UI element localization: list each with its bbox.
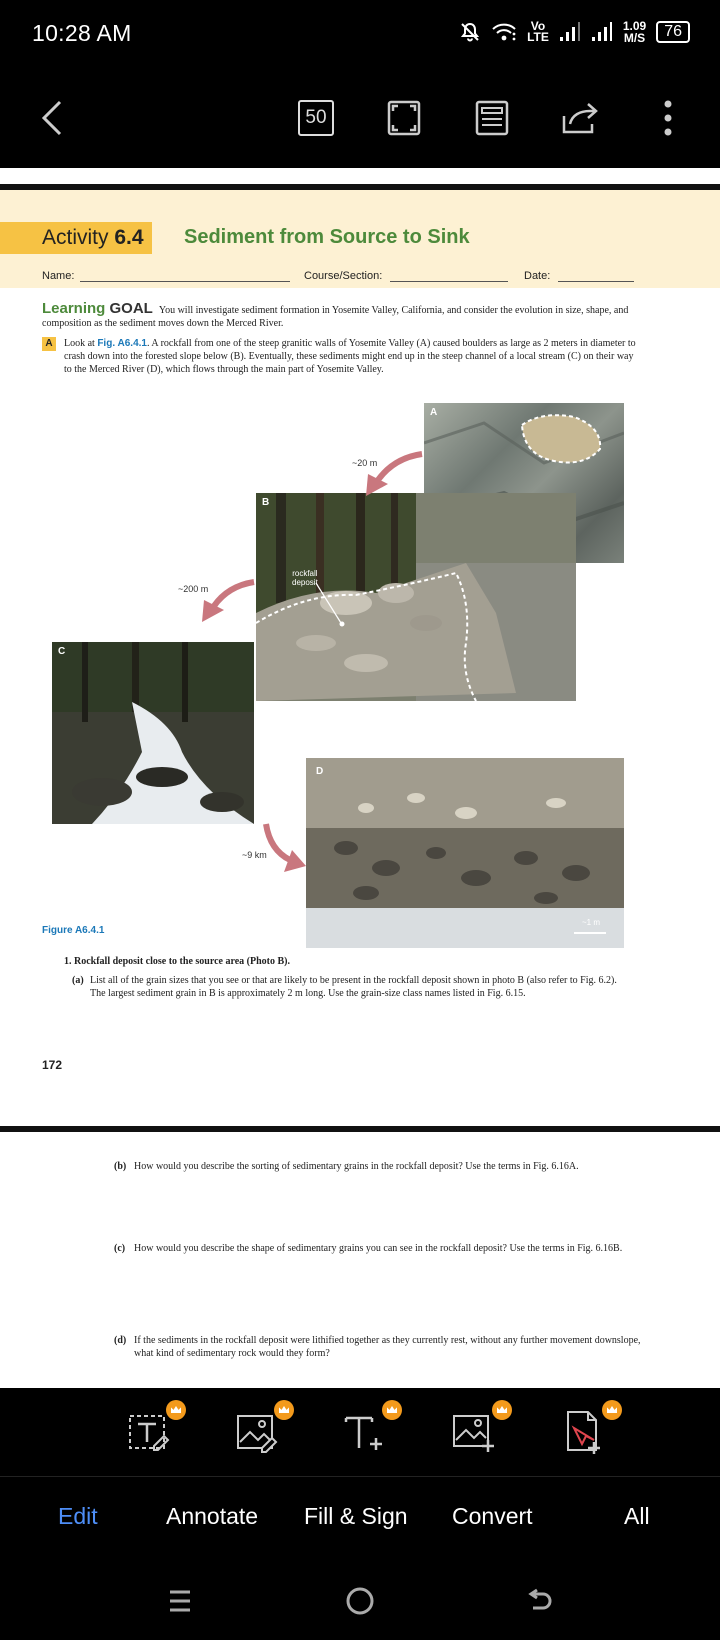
home-button[interactable]: [340, 1581, 380, 1621]
arrow-c-to-d: [262, 820, 308, 876]
question-1c: [114, 1242, 644, 1255]
rockfall-label-1: rockfall: [292, 569, 318, 578]
reading-mode-icon: [475, 100, 509, 136]
wifi-icon: [491, 21, 517, 43]
tab-edit[interactable]: Edit: [58, 1503, 98, 1529]
edit-text-icon: [124, 1408, 172, 1456]
step-a-badge: A: [42, 337, 56, 351]
photo-d-scene: [306, 758, 624, 948]
step-a: [42, 337, 642, 376]
volte-indicator: [527, 21, 549, 43]
step-a-lead: Look at: [64, 338, 95, 349]
question-1b-label: (b): [114, 1161, 127, 1172]
signal-icon: [559, 22, 581, 42]
photo-d-river-deposit: [306, 758, 624, 948]
photo-b-scene: [256, 493, 576, 701]
system-nav-bar: [0, 1561, 720, 1640]
distance-9km: ~9 km: [242, 850, 267, 860]
page-counter: 50: [298, 100, 334, 136]
goal-head-learning: Learning: [42, 300, 106, 317]
question-1b: [114, 1160, 644, 1173]
fullscreen-button[interactable]: [380, 94, 428, 142]
pdf-sign-icon: [560, 1408, 608, 1456]
question-1a-label: (a): [72, 975, 84, 986]
more-icon: [663, 98, 673, 138]
recents-icon: [166, 1586, 194, 1616]
premium-crown-icon: [602, 1400, 622, 1420]
reading-mode-button[interactable]: [468, 94, 516, 142]
date-line[interactable]: [558, 281, 634, 282]
question-1d-label: (d): [114, 1335, 127, 1346]
add-text-icon: [340, 1408, 388, 1456]
date-label: Date:: [524, 270, 551, 282]
premium-crown-icon: [166, 1400, 186, 1420]
activity-number: 6.4: [114, 226, 144, 249]
network-speed: [623, 20, 646, 44]
tab-annotate[interactable]: Annotate: [166, 1503, 259, 1529]
mute-icon: [459, 21, 481, 43]
name-label: Name:: [42, 270, 75, 282]
rockfall-deposit-label: [292, 569, 318, 587]
edit-tools: [0, 1388, 720, 1476]
battery-indicator: 76: [656, 21, 690, 43]
course-line[interactable]: [390, 281, 508, 282]
name-line[interactable]: [80, 281, 290, 282]
add-image-icon: [450, 1408, 498, 1456]
goal-text: You will investigate sediment formation in Yosemite Valley, California, and consider the evolution in size, shape, and composition as the sediment moves down the Merced River.: [42, 305, 629, 329]
volte-bottom: LTE: [527, 30, 549, 44]
reader-toolbar: [0, 72, 720, 168]
edit-image-tool[interactable]: [232, 1408, 280, 1456]
add-text-tool[interactable]: [340, 1408, 388, 1456]
tab-all[interactable]: All: [624, 1503, 650, 1529]
distance-20m: ~20 m: [352, 458, 378, 468]
question-1-text: 1. Rockfall deposit close to the source area (Photo B).: [64, 956, 290, 967]
system-back-icon: [525, 1586, 555, 1616]
rockfall-label-2: deposit: [292, 578, 318, 587]
clock: 10:28 AM: [32, 20, 132, 46]
signal-icon-2: [591, 22, 613, 42]
distance-200m: ~200 m: [178, 584, 209, 594]
question-1c-text: How would you describe the shape of sedimentary grains you can see in the rockfall deposit? Use the terms in Fig. 6.16B.: [134, 1243, 623, 1254]
page-number: 172: [42, 1058, 63, 1072]
premium-crown-icon: [382, 1400, 402, 1420]
photo-d-letter: D: [316, 766, 324, 777]
goal-head-goal: GOAL: [109, 300, 153, 317]
speed-value: 1.09: [622, 19, 647, 33]
activity-tab: [0, 222, 152, 254]
question-1: [64, 956, 644, 967]
question-1b-text: How would you describe the sorting of sedimentary grains in the rockfall deposit? Use the terms in Fig. 6.16A.: [134, 1161, 579, 1172]
question-1a-text: List all of the grain sizes that you see or that are likely to be present in the rockfall deposit shown in photo B (also refer to Fig. 6.2). The largest sediment grain in B is approximately 2 m long. Use the grain-size class names listed in Fig. 6.15.: [90, 975, 617, 999]
activity-word: Activity: [42, 226, 109, 249]
question-1c-label: (c): [114, 1243, 126, 1254]
edit-image-icon: [232, 1408, 280, 1456]
question-1d-text: If the sediments in the rockfall deposit were lithified together as they currently rest, without any further movement downslope, what kind of sedimentary rock would they form?: [134, 1335, 641, 1359]
scale-bar-label: ~1 m: [582, 918, 601, 927]
photo-c-scene: [52, 642, 254, 824]
learning-goal: [42, 302, 642, 330]
goal-heading: [42, 300, 153, 317]
photo-c-stream: [52, 642, 254, 824]
fullscreen-icon: [387, 100, 421, 136]
mode-tabs: [0, 1477, 720, 1561]
pdf-viewer[interactable]: [0, 168, 720, 1388]
premium-crown-icon: [492, 1400, 512, 1420]
status-icons: [459, 20, 690, 44]
pdf-sign-tool[interactable]: [560, 1408, 608, 1456]
speed-unit: M/S: [623, 31, 646, 45]
photo-c-letter: C: [58, 646, 66, 657]
back-icon: [38, 98, 66, 138]
pdf-page-172: [0, 190, 720, 1128]
more-button[interactable]: [644, 94, 692, 142]
tab-fill-sign[interactable]: Fill & Sign: [304, 1503, 408, 1529]
question-1a: [72, 974, 632, 1000]
photo-b-rockfall: [256, 493, 576, 701]
status-bar: [0, 0, 720, 72]
photo-a-letter: A: [430, 407, 438, 418]
activity-title: Sediment from Source to Sink: [184, 226, 470, 248]
volte-top: Vo: [530, 19, 546, 33]
edit-text-tool[interactable]: [124, 1408, 172, 1456]
page-separator-2: [0, 1126, 720, 1132]
pdf-page-173: [0, 1134, 720, 1388]
back-button[interactable]: [28, 94, 76, 142]
figure-caption: Figure A6.4.1: [42, 925, 105, 936]
page-counter-button[interactable]: [292, 94, 340, 142]
step-a-figure-ref: Fig. A6.4.1: [97, 338, 147, 349]
home-icon: [344, 1585, 376, 1617]
premium-crown-icon: [274, 1400, 294, 1420]
photo-b-letter: B: [262, 497, 270, 508]
recents-button[interactable]: [160, 1581, 200, 1621]
share-button[interactable]: [556, 94, 604, 142]
question-1d: [114, 1334, 644, 1360]
add-image-tool[interactable]: [450, 1408, 498, 1456]
course-label: Course/Section:: [304, 270, 383, 282]
system-back-button[interactable]: [520, 1581, 560, 1621]
share-icon: [560, 100, 600, 136]
step-a-text: . A rockfall from one of the steep granitic walls of Yosemite Valley (A) caused boulders as large as 2 meters in diameter to crash down into the forested slope below (B). Eventually, these sediments might end up in the steep channel of a local stream (C) on their way to the Merced River (D), which flows through the main part of Yosemite Valley.: [64, 338, 636, 375]
tab-convert[interactable]: Convert: [452, 1503, 533, 1529]
